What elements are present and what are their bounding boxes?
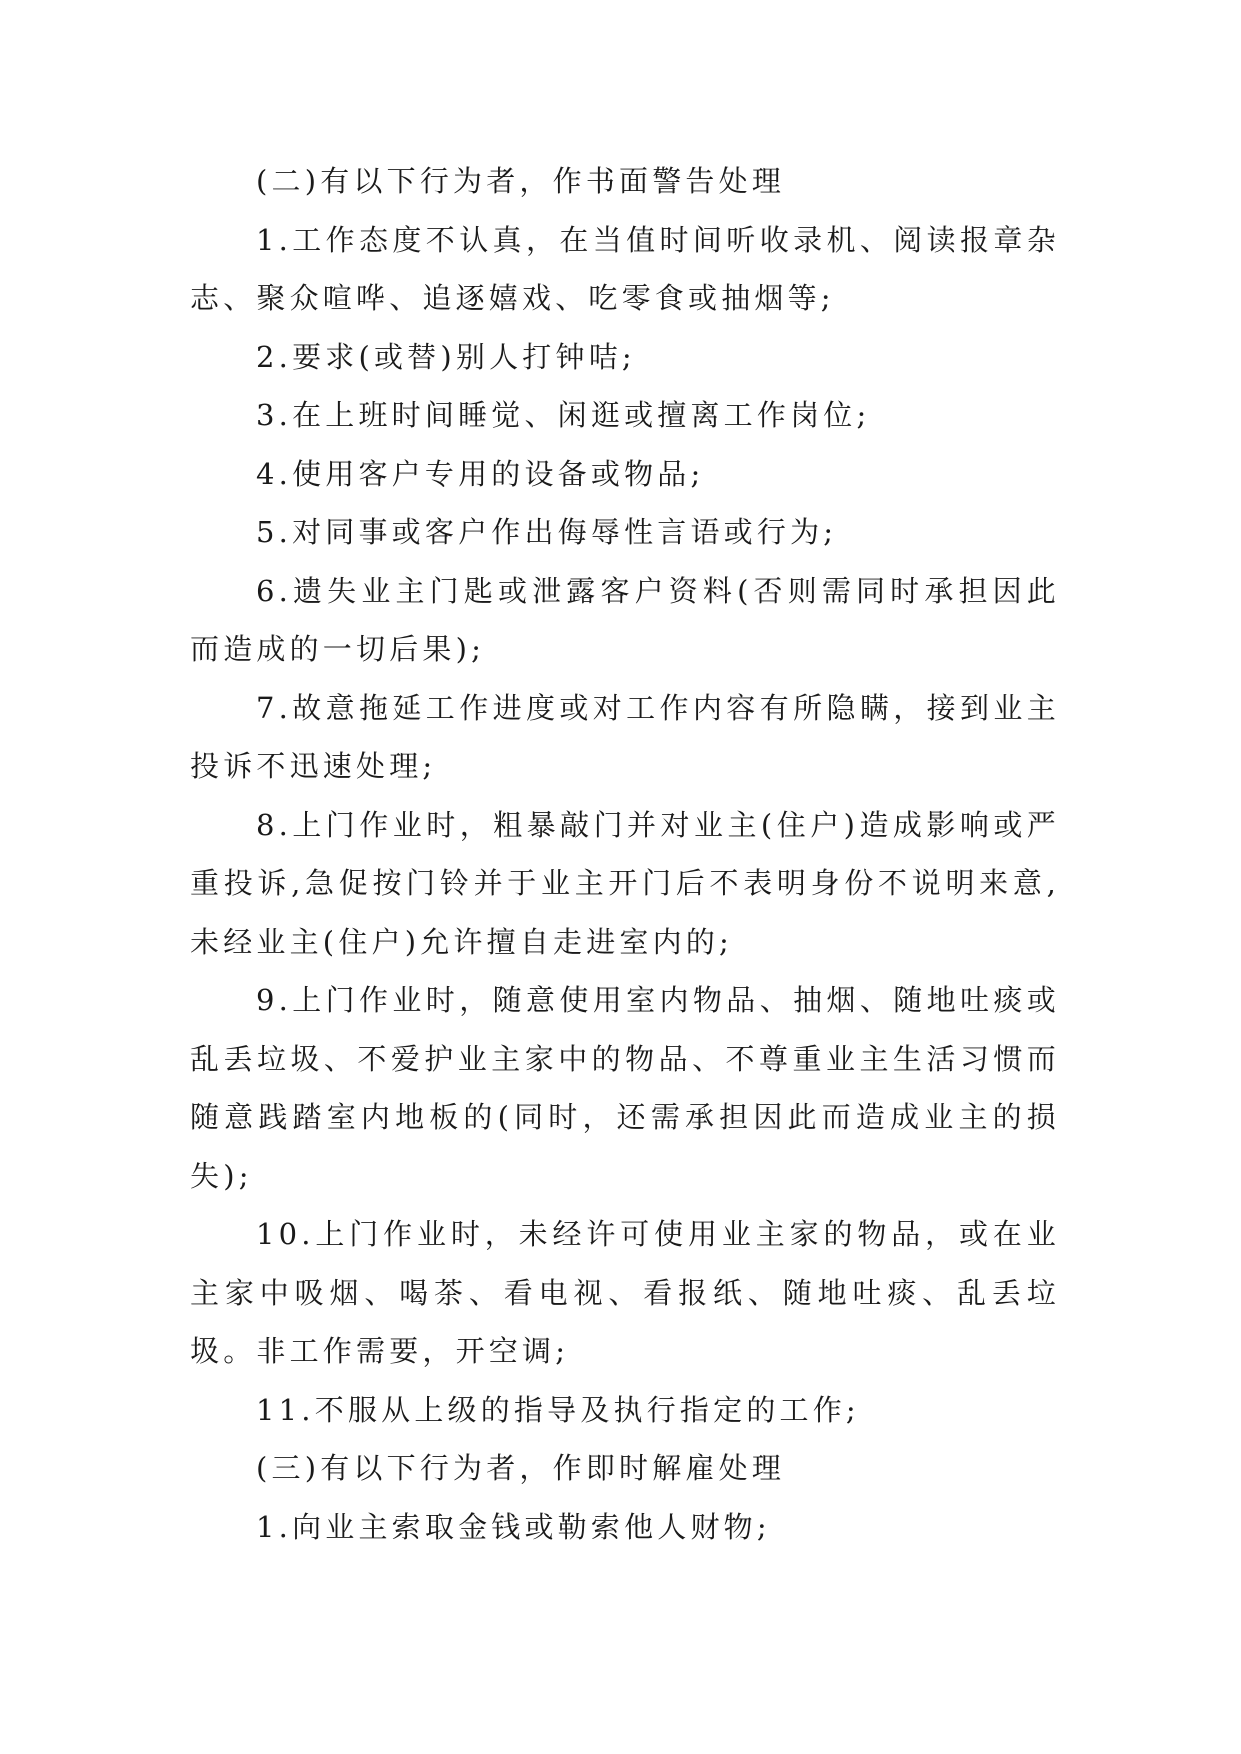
list-item: 8.上门作业时，粗暴敲门并对业主(住户)造成影响或严重投诉,急促按门铃并于业主开门后不表明身份不说明来意,未经业主(住户)允许擅自走进室内的; [190, 807, 1060, 959]
section-heading-dismissal: (三)有以下行为者，作即时解雇处理 [256, 1451, 786, 1485]
section-heading-written-warning: (二)有以下行为者，作书面警告处理 [256, 164, 786, 198]
list-item: 6.遗失业主门匙或泄露客户资料(否则需同时承担因此而造成的一切后果); [190, 573, 1060, 666]
list-item: 9.上门作业时，随意使用室内物品、抽烟、随地吐痰或乱丢垃圾、不爱护业主家中的物品、不尊重业主生活习惯而随意践踏室内地板的(同时，还需承担因此而造成业主的损失); [190, 983, 1060, 1193]
list-item: 5.对同事或客户作出侮辱性言语或行为; [256, 515, 838, 549]
list-item: 4.使用客户专用的设备或物品; [256, 456, 705, 491]
list-item: 7.故意拖延工作进度或对工作内容有所隐瞒，接到业主投诉不迅速处理; [190, 690, 1060, 783]
document-body [190, 152, 1060, 1556]
list-item: 11.不服从上级的指导及执行指定的工作; [256, 1392, 860, 1427]
list-item: 3.在上班时间睡觉、闲逛或擅离工作岗位; [256, 398, 871, 432]
list-item: 10.上门作业时，未经许可使用业主家的物品，或在业主家中吸烟、喝茶、看电视、看报纸、随地吐痰、乱丢垃圾。非工作需要，开空调; [190, 1217, 1060, 1368]
list-item: 2.要求(或替)别人打钟咭; [256, 339, 636, 374]
list-item: 1.向业主索取金钱或勒索他人财物; [256, 1509, 771, 1544]
list-item: 1.工作态度不认真，在当值时间听收录机、阅读报章杂志、聚众喧哗、追逐嬉戏、吃零食或抽烟等; [190, 222, 1060, 315]
